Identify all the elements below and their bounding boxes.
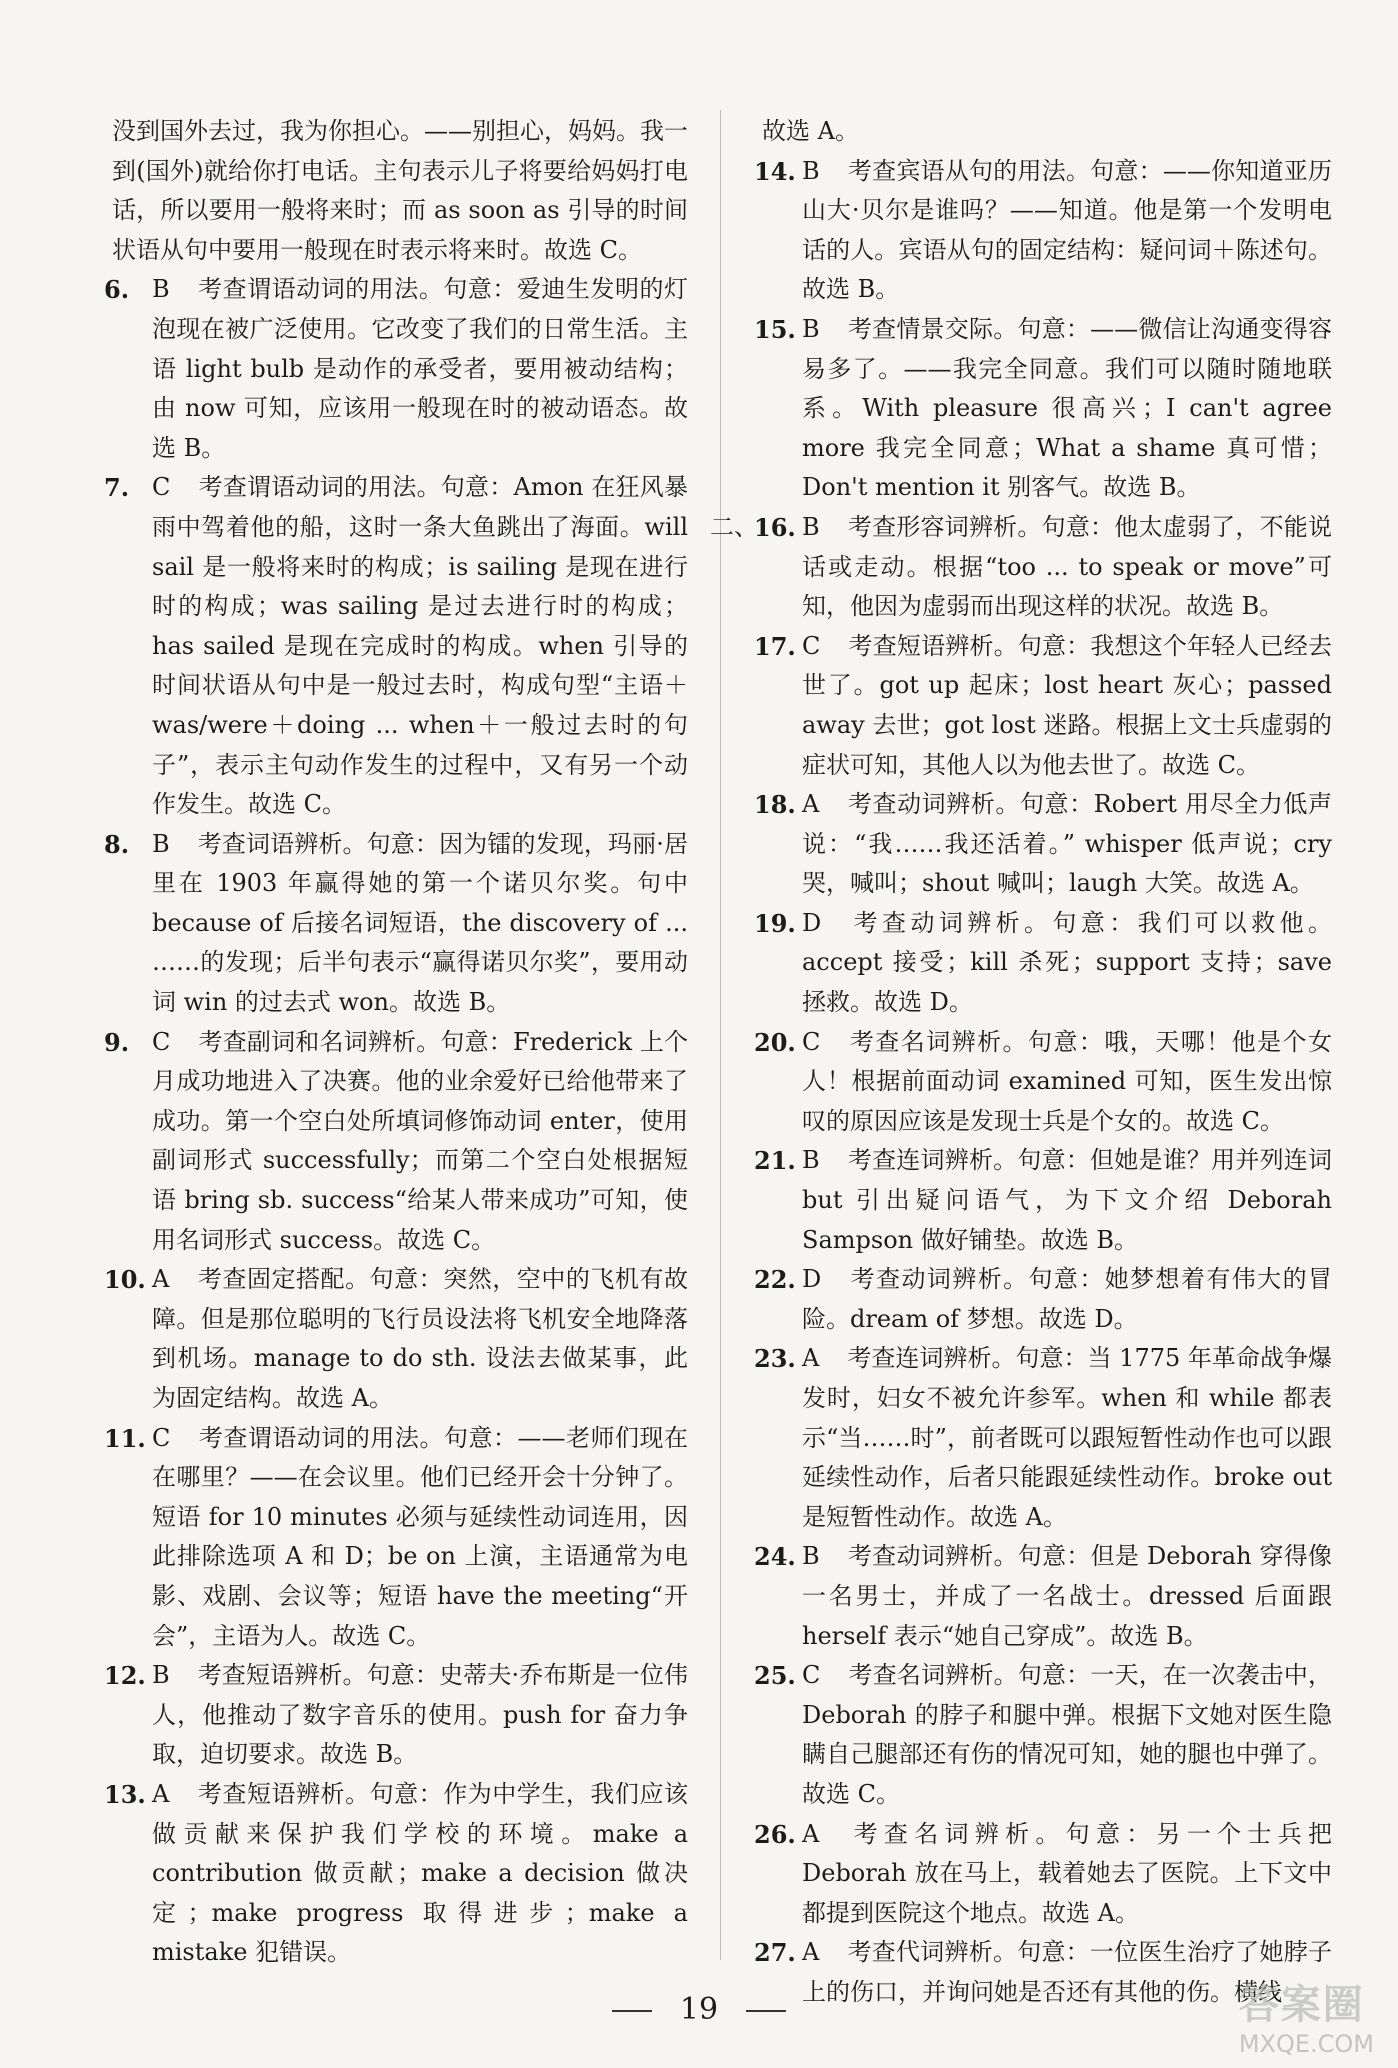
explanation-text: 考查宾语从句的用法。句意：——你知道亚历山大·贝尔是谁吗？——知道。他是第一个发明电话的人。宾语从句的固定结构：疑问词＋陈述句。故选 B。: [802, 156, 1332, 304]
answer-letter: C: [802, 1027, 821, 1056]
answer-item: [104, 825, 688, 1023]
answer-item: [754, 627, 1332, 785]
watermark: [1239, 1973, 1374, 2058]
answer-letter: A: [802, 1938, 820, 1967]
answer-item: [104, 270, 688, 468]
answer-item: [104, 1023, 688, 1261]
explanation-text: 考查动词辨析。句意：她梦想着有伟大的冒险。dream of 梦想。故选 D。: [802, 1265, 1332, 1333]
answer-item: [754, 1141, 1332, 1260]
left-column: [104, 112, 688, 1973]
explanation-text: 考查动词辨析。句意：我们可以救他。accept 接受；kill 杀死；support 支持；save 拯救。故选 D。: [802, 908, 1332, 1017]
answer-item: [104, 1775, 688, 1973]
left-intro-paragraph: 没到国外去过，我为你担心。——别担心，妈妈。我一到(国外)就给你打电话。主句表示儿子将要给妈妈打电话，所以要用一般将来时；而 as soon as 引导的时间状语从句中要用一般现在时表示将来时。故选 C。: [112, 117, 688, 264]
page-footer: [0, 1992, 1398, 2027]
item-number: 22.: [754, 1265, 796, 1295]
answer-letter: C: [802, 1661, 821, 1690]
explanation-text: 考查名词辨析。句意：另一个士兵把 Deborah 放在马上，载着她去了医院。上下文中都提到医院这个地点。故选 A。: [802, 1819, 1332, 1927]
item-number: 12.: [104, 1661, 146, 1691]
explanation-text: 考查短语辨析。句意：作为中学生，我们应该做贡献来保护我们学校的环境。make a contribution 做贡献；make a decision 做决定；make progress 取得进步；make a mistake 犯错误。: [152, 1779, 688, 1967]
explanation-text: 考查情景交际。句意：——微信让沟通变得容易多了。——我完全同意。我们可以随时随地联系。With pleasure 很高兴；I can't agree more 我完全同意；What a shame 真可惜；Don't mention it 别客气。故选 B。: [802, 314, 1332, 502]
explanation-text: 考查名词辨析。句意：一天，在一次袭击中，Deborah 的脖子和腿中弹。根据下文她对医生隐瞒自己腿部还有伤的情况可知，她的腿也中弹了。故选 C。: [802, 1661, 1332, 1808]
answer-item: [754, 904, 1332, 1023]
item-number: 15.: [754, 314, 796, 344]
answer-item: [754, 1537, 1332, 1656]
explanation-text: 考查短语辨析。句意：史蒂夫·乔布斯是一位伟人，他推动了数字音乐的使用。push for 奋力争取，迫切要求。故选 B。: [152, 1661, 688, 1769]
section-marker: 二、: [710, 512, 758, 541]
item-number: 26.: [754, 1819, 796, 1849]
explanation-text: 考查词语辨析。句意：因为镭的发现，玛丽·居里在 1903 年赢得她的第一个诺贝尔奖。句中 because of 后接名词短语，the discovery of ... ……的发现；后半句表示“赢得诺贝尔奖”，要用动词 win 的过去式 won。故选 B。: [152, 829, 688, 1017]
right-column: [710, 112, 1332, 2013]
right-items-list: [710, 152, 1332, 2013]
item-number: 13.: [104, 1779, 146, 1809]
explanation-text: 考查谓语动词的用法。句意：爱迪生发明的灯泡现在被广泛使用。它改变了我们的日常生活。主语 light bulb 是动作的承受者，要用被动结构；由 now 可知，应该用一般现在时的被动语态。故选 B。: [152, 275, 688, 462]
item-number: 8.: [104, 829, 130, 859]
item-number: 10.: [104, 1265, 146, 1295]
item-number: 7.: [104, 473, 130, 503]
explanation-text: 考查代词辨析。句意：一位医生治疗了她脖子上的伤口，并询问她是否还有其他的伤。横线: [802, 1938, 1332, 2006]
answer-item: [104, 1260, 688, 1418]
answer-item: [754, 152, 1332, 310]
answer-letter: A: [802, 1819, 820, 1848]
item-number: 11.: [104, 1423, 146, 1453]
answer-item: [710, 508, 1332, 627]
item-number: 21.: [754, 1146, 796, 1176]
item-number: 20.: [754, 1027, 796, 1057]
answer-item: [754, 785, 1332, 904]
left-items-list: [104, 270, 688, 1973]
answer-item: [754, 1815, 1332, 1934]
answer-letter: A: [152, 1265, 170, 1294]
explanation-text: 考查固定搭配。句意：突然，空中的飞机有故障。但是那位聪明的飞行员设法将飞机安全地降落到机场。manage to do sth. 设法去做某事，此为固定结构。故选 A。: [152, 1265, 688, 1412]
explanation-text: 考查名词辨析。句意：哦，天哪！他是个女人！根据前面动词 examined 可知，医生发出惊叹的原因应该是发现士兵是个女的。故选 C。: [802, 1027, 1332, 1135]
right-intro-paragraph: 故选 A。: [762, 117, 859, 145]
answer-letter: A: [802, 1344, 820, 1373]
answer-letter: B: [802, 1542, 820, 1571]
answer-letter: C: [152, 1027, 171, 1056]
item-number: 23.: [754, 1344, 796, 1374]
answer-letter: B: [152, 1661, 170, 1690]
answer-item: [104, 1656, 688, 1775]
explanation-text: 考查连词辨析。句意：但她是谁？用并列连词 but 引出疑问语气，为下文介绍 Deborah Sampson 做好铺垫。故选 B。: [802, 1146, 1332, 1254]
answer-letter: C: [152, 1423, 171, 1452]
item-number: 27.: [754, 1938, 796, 1968]
answer-letter: D: [802, 908, 822, 937]
answer-letter: A: [152, 1779, 170, 1808]
answer-letter: A: [802, 790, 820, 819]
explanation-text: 考查形容词辨析。句意：他太虚弱了，不能说话或走动。根据“too ... to speak or move”可知，他因为虚弱而出现这样的状况。故选 B。: [802, 512, 1332, 621]
answer-item: [754, 1339, 1332, 1537]
answer-item: [754, 1023, 1332, 1142]
answer-letter: C: [802, 631, 821, 660]
explanation-text: 考查副词和名词辨析。句意：Frederick 上个月成功地进入了决赛。他的业余爱好已给他带来了成功。第一个空白处所填词修饰动词 enter，使用副词形式 successfully；而第二个空白处根据短语 bring sb. success“给某人带来成功”可知，使用名词形式 success。故选 C。: [152, 1027, 688, 1254]
answer-item: [754, 1260, 1332, 1339]
watermark-logo: 答案圈: [1238, 1982, 1365, 2028]
answer-item: [754, 310, 1332, 508]
item-number: 17.: [754, 631, 796, 661]
item-number: 19.: [754, 908, 796, 938]
item-number: 25.: [754, 1661, 796, 1691]
answer-letter: B: [802, 1146, 820, 1175]
item-number: 16.: [754, 512, 796, 542]
explanation-text: 考查连词辨析。句意：当 1775 年革命战争爆发时，妇女不被允许参军。when 和 while 都表示“当……时”，前者既可以跟短暂性动作也可以跟延续性动作，后者只能跟延续性动作。broke out 是短暂性动作。故选 A。: [802, 1344, 1332, 1531]
explanation-text: 考查谓语动词的用法。句意：Amon 在狂风暴雨中驾着他的船，这时一条大鱼跳出了海面。will sail 是一般将来时的构成；is sailing 是现在进行时的构成；was sailing 是过去进行时的构成；has sailed 是现在完成时的构成。when 引导的时间状语从句中是一般过去时，构成句型“主语＋was/were＋doing ... when＋一般过去时的句子”，表示主句动作发生的过程中，又有另一个动作发生。故选 C。: [152, 473, 688, 819]
item-number: 24.: [754, 1542, 796, 1572]
answer-letter: C: [152, 473, 171, 502]
item-number: 9.: [104, 1027, 130, 1057]
explanation-text: 考查短语辨析。句意：我想这个年轻人已经去世了。got up 起床；lost heart 灰心；passed away 去世；got lost 迷路。根据上文士兵虚弱的症状可知，其他人以为他去世了。故选 C。: [802, 631, 1332, 779]
footer-dash-left: [612, 2010, 652, 2012]
item-number: 6.: [104, 275, 130, 305]
answer-letter: B: [802, 156, 820, 185]
watermark-url: MXQE.COM: [1238, 2030, 1374, 2058]
footer-dash-right: [746, 2010, 786, 2012]
answer-item: [104, 1419, 688, 1657]
answer-letter: D: [802, 1265, 822, 1294]
explanation-text: 考查谓语动词的用法。句意：——老师们现在在哪里？——在会议里。他们已经开会十分钟了。短语 for 10 minutes 必须与延续性动词连用，因此排除选项 A 和 D；be on 上演，主语通常为电影、戏剧、会议等；短语 have the meeting“开会”，主语为人。故选 C。: [152, 1423, 688, 1650]
answer-letter: B: [802, 314, 820, 343]
answer-item: [754, 1656, 1332, 1814]
page-number: 19: [679, 1992, 719, 2027]
explanation-text: 考查动词辨析。句意：但是 Deborah 穿得像一名男士，并成了一名战士。dressed 后面跟 herself 表示“她自己穿成”。故选 B。: [802, 1542, 1332, 1650]
answer-letter: B: [152, 829, 170, 858]
item-number: 18.: [754, 790, 796, 820]
column-divider: [720, 110, 721, 1960]
item-number: 14.: [754, 156, 796, 186]
answer-letter: B: [802, 512, 820, 541]
answer-item: [104, 468, 688, 824]
answer-letter: B: [152, 275, 170, 304]
explanation-text: 考查动词辨析。句意：Robert 用尽全力低声说：“我……我还活着。” whisper 低声说；cry 哭，喊叫；shout 喊叫；laugh 大笑。故选 A。: [802, 790, 1332, 898]
